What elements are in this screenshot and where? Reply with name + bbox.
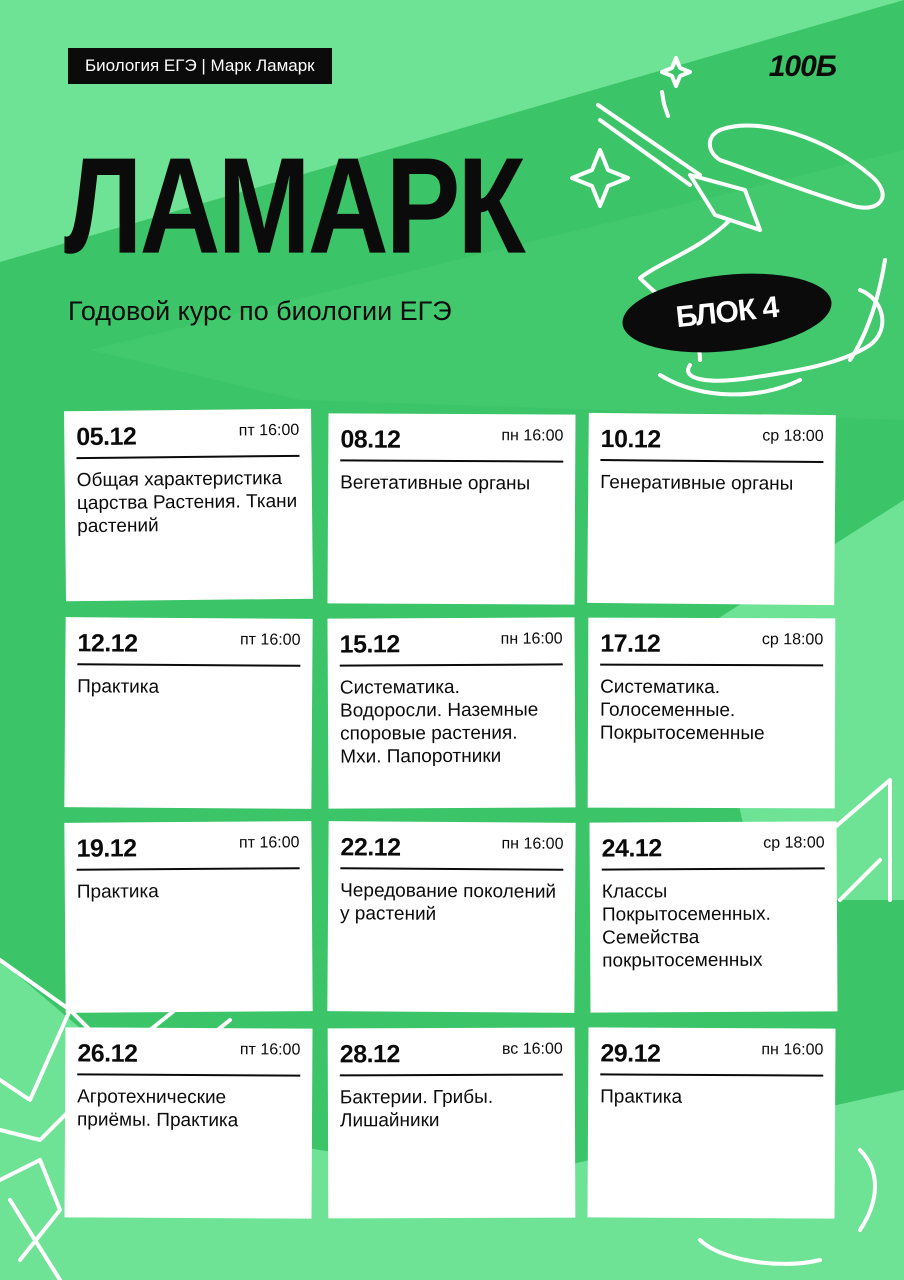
schedule-card: [588, 1027, 836, 1218]
card-header: [340, 1040, 563, 1077]
card-header: [600, 425, 823, 463]
schedule-card: [328, 1028, 576, 1219]
card-header: [77, 1039, 300, 1076]
card-header: [340, 425, 563, 462]
card-header: [340, 833, 563, 871]
card-topic: Общая характеристика царства Растения. Ткани растений: [76, 468, 298, 538]
card-topic: Генеративные органы: [600, 472, 794, 495]
schedule-card: [587, 413, 836, 605]
card-time: пн 16:00: [761, 1041, 824, 1059]
card-date: 24.12: [601, 834, 662, 863]
schedule-card: [64, 617, 312, 809]
card-header: [76, 421, 299, 459]
schedule-card: [64, 821, 312, 1013]
card-topic: Практика: [77, 676, 160, 698]
card-date: 15.12: [339, 630, 400, 659]
card-time: пт 16:00: [238, 421, 300, 440]
card-time: пн 16:00: [501, 835, 564, 853]
card-date: 17.12: [600, 629, 661, 658]
card-time: пн 16:00: [500, 630, 563, 648]
card-header: [602, 833, 825, 870]
card-date: 12.12: [77, 629, 138, 658]
card-time: пт 16:00: [238, 834, 300, 852]
card-date: 22.12: [340, 833, 401, 862]
card-topic: Вегетативные органы: [340, 472, 531, 495]
block-badge-label: БЛОК 4: [674, 290, 780, 335]
card-header: [76, 833, 299, 871]
card-header: [600, 630, 823, 667]
card-header: [77, 629, 300, 667]
card-time: пт 16:00: [239, 1041, 301, 1059]
card-time: пн 16:00: [501, 427, 564, 445]
card-date: 26.12: [77, 1039, 138, 1068]
card-topic: Практика: [76, 881, 159, 903]
schedule-card: [590, 821, 838, 1012]
card-topic: Чередование поколений у растений: [339, 880, 557, 925]
card-time: ср 18:00: [763, 834, 825, 852]
card-date: 28.12: [339, 1040, 400, 1069]
card-topic: Классы Покрытосеменных. Семейства покрытосеменных: [601, 881, 771, 972]
page-title: ЛАМАРК: [64, 129, 523, 282]
card-topic: Бактерии. Грибы. Лишайники: [339, 1086, 494, 1132]
schedule-card: [328, 617, 576, 808]
card-date: 29.12: [600, 1039, 661, 1068]
card-time: ср 18:00: [761, 631, 824, 649]
card-date: 10.12: [600, 425, 661, 454]
card-date: 05.12: [76, 422, 137, 452]
card-topic: Систематика. Голосеменные. Покрытосеменные: [599, 676, 765, 745]
schedule-card: [327, 821, 575, 1013]
card-topic: Практика: [600, 1086, 683, 1108]
card-topic: Систематика. Водоросли. Наземные споровые растения. Мхи. Папоротники: [339, 676, 539, 768]
page-subtitle: Годовой курс по биологии ЕГЭ: [68, 296, 452, 326]
card-time: ср 18:00: [762, 427, 824, 445]
card-date: 08.12: [340, 425, 401, 454]
card-header: [600, 1039, 823, 1076]
course-tag: Биология ЕГЭ | Марк Ламарк: [68, 48, 332, 84]
card-topic: Агротехнические приёмы. Практика: [76, 1086, 239, 1132]
card-date: 19.12: [76, 834, 137, 863]
schedule-card: [65, 1027, 313, 1218]
schedule-card: [328, 413, 576, 604]
schedule-card: [64, 409, 313, 602]
schedule-card: [588, 618, 836, 809]
card-time: пт 16:00: [239, 631, 301, 649]
brand-logo: 100Б: [768, 50, 836, 83]
card-header: [340, 629, 563, 666]
card-time: вс 16:00: [501, 1040, 563, 1058]
